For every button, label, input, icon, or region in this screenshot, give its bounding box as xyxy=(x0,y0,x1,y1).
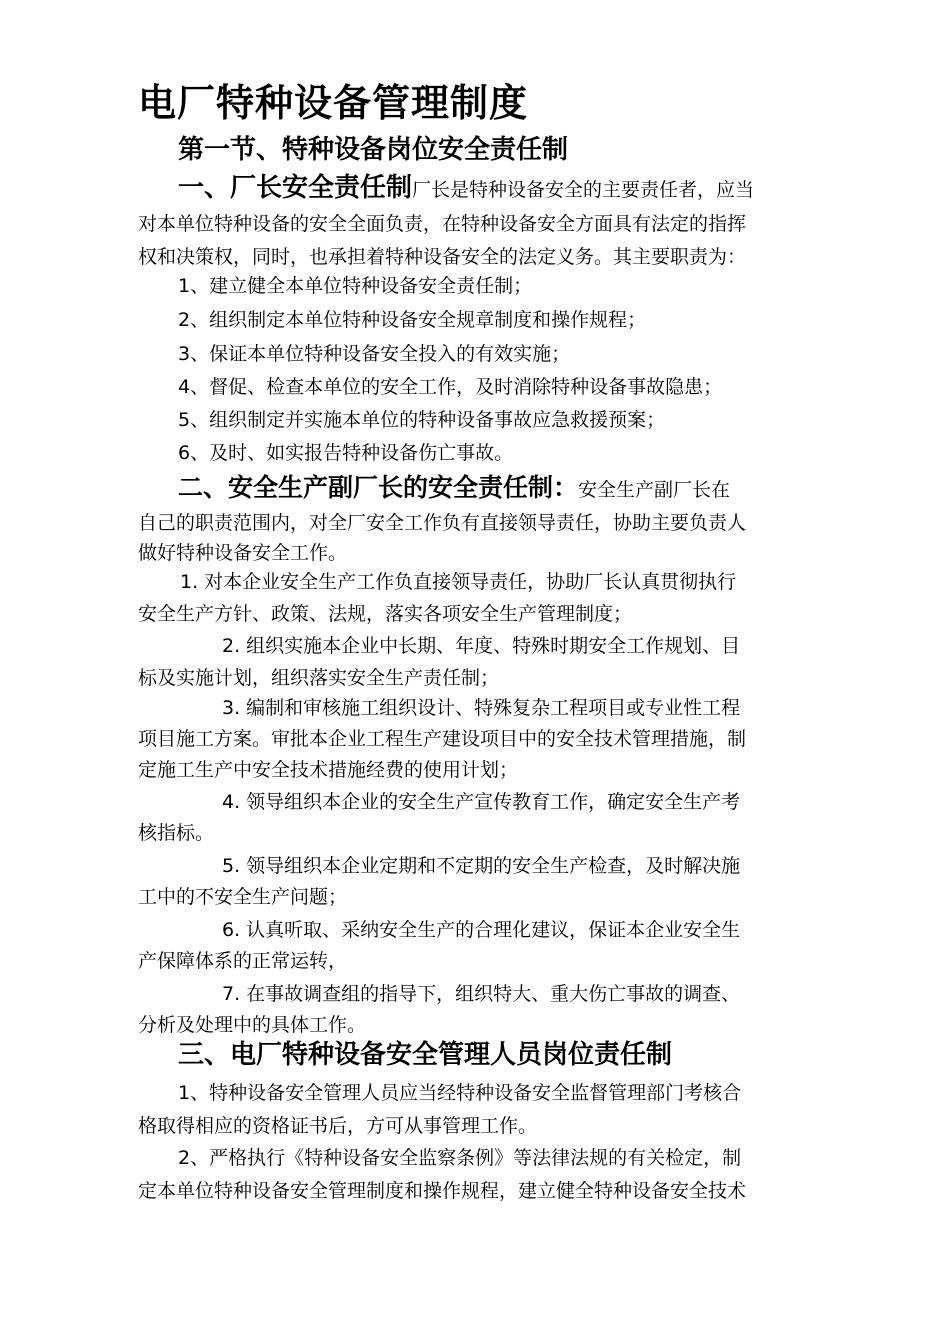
part1-item: 2、组织制定本单位特种设备安全规章制度和操作规程； xyxy=(178,309,647,331)
part1-text-line3: 权和决策权，同时，也承担着特种设备安全的法定义务。其主要职责为： xyxy=(138,246,747,268)
part1-text-line1: 厂长是特种设备安全的主要责任者，应当 xyxy=(412,179,755,201)
part2-item-line: 3. 编制和审核施工组织设计、特殊复杂工程项目或专业性工程 xyxy=(222,697,741,719)
part2-item-line: 1. 对本企业安全生产工作负直接领导责任，协助厂长认真贯彻执行 xyxy=(180,571,737,593)
part2-item xyxy=(138,787,828,849)
part1-item: 4、督促、检查本单位的安全工作，及时消除特种设备事故隐患； xyxy=(178,376,723,398)
part1-heading: 一、厂长安全责任制 xyxy=(178,173,413,203)
part2-item xyxy=(138,630,828,694)
part3-item-line: 定本单位特种设备安全管理制度和操作规程，建立健全特种设备安全技术 xyxy=(138,1180,747,1202)
part2-item-line: 定施工生产中安全技术措施经费的使用计划； xyxy=(138,759,519,781)
part1-paragraph xyxy=(138,170,828,274)
part2-text-line1: 安全生产副厂长在 xyxy=(578,479,731,501)
part2-item-line: 标及实施计划，组织落实安全生产责任制； xyxy=(138,667,500,689)
part2-paragraph xyxy=(138,470,828,568)
part2-item-line: 工中的不安全生产问题； xyxy=(138,886,348,908)
part3-item-line: 格取得相应的资格证书后，方可从事管理工作。 xyxy=(138,1115,538,1137)
part3-item-line: 2、严格执行《特种设备安全监察条例》等法律法规的有关检定，制 xyxy=(178,1147,742,1169)
part3-item-line: 1、特种设备安全管理人员应当经特种设备安全监督管理部门考核合 xyxy=(178,1082,742,1104)
part3-item xyxy=(138,1142,828,1208)
part2-item xyxy=(138,851,828,913)
part1-item: 3、保证本单位特种设备安全投入的有效实施； xyxy=(178,343,571,365)
part2-item-line: 2. 组织实施本企业中长期、年度、特殊时期安全工作规划、目 xyxy=(222,635,741,657)
part2-item xyxy=(138,979,828,1041)
document-title: 电厂特种设备管理制度 xyxy=(138,81,529,125)
part1-item: 5、组织制定并实施本单位的特种设备事故应急救援预案； xyxy=(178,409,666,431)
part1-text-line2: 对本单位特种设备的安全全面负责，在特种设备安全方面具有法定的指挥 xyxy=(138,213,747,235)
part2-text-line3: 做好特种设备安全工作。 xyxy=(138,542,348,564)
part2-item xyxy=(138,693,828,786)
part2-item xyxy=(138,915,828,977)
part2-item-line: 6. 认真听取、采纳安全生产的合理化建议，保证本企业安全生 xyxy=(222,919,741,941)
part2-item-line: 4. 领导组织本企业的安全生产宣传教育工作，确定安全生产考 xyxy=(222,791,741,813)
part2-item xyxy=(138,566,828,630)
part2-item-line: 7. 在事故调查组的指导下，组织特大、重大伤亡事故的调查、 xyxy=(222,983,741,1005)
part2-text-line2: 自己的职责范围内，对全厂安全工作负有直接领导责任，协助主要负责人 xyxy=(138,512,747,534)
part3-heading: 三、电厂特种设备安全管理人员岗位责任制 xyxy=(178,1040,673,1070)
part2-item-line: 安全生产方针、政策、法规，落实各项安全生产管理制度； xyxy=(138,603,633,625)
part2-item-line: 5. 领导组织本企业定期和不定期的安全生产检查，及时解决施 xyxy=(222,855,741,877)
part1-item: 6、及时、如实报告特种设备伤亡事故。 xyxy=(178,442,514,464)
part2-item-line: 核指标。 xyxy=(138,822,215,844)
part1-item: 1、建立健全本单位特种设备安全责任制； xyxy=(178,275,533,297)
section-heading: 第一节、特种设备岗位安全责任制 xyxy=(178,135,569,165)
part2-item-line: 产保障体系的正常运转， xyxy=(138,950,348,972)
part2-item-line: 分析及处理中的具体工作。 xyxy=(138,1014,367,1036)
part2-item-line: 项目施工方案。审批本企业工程生产建设项目中的安全技术管理措施，制 xyxy=(138,728,747,750)
part3-item xyxy=(138,1077,828,1143)
part2-heading: 二、安全生产副厂长的安全责任制： xyxy=(178,473,579,502)
